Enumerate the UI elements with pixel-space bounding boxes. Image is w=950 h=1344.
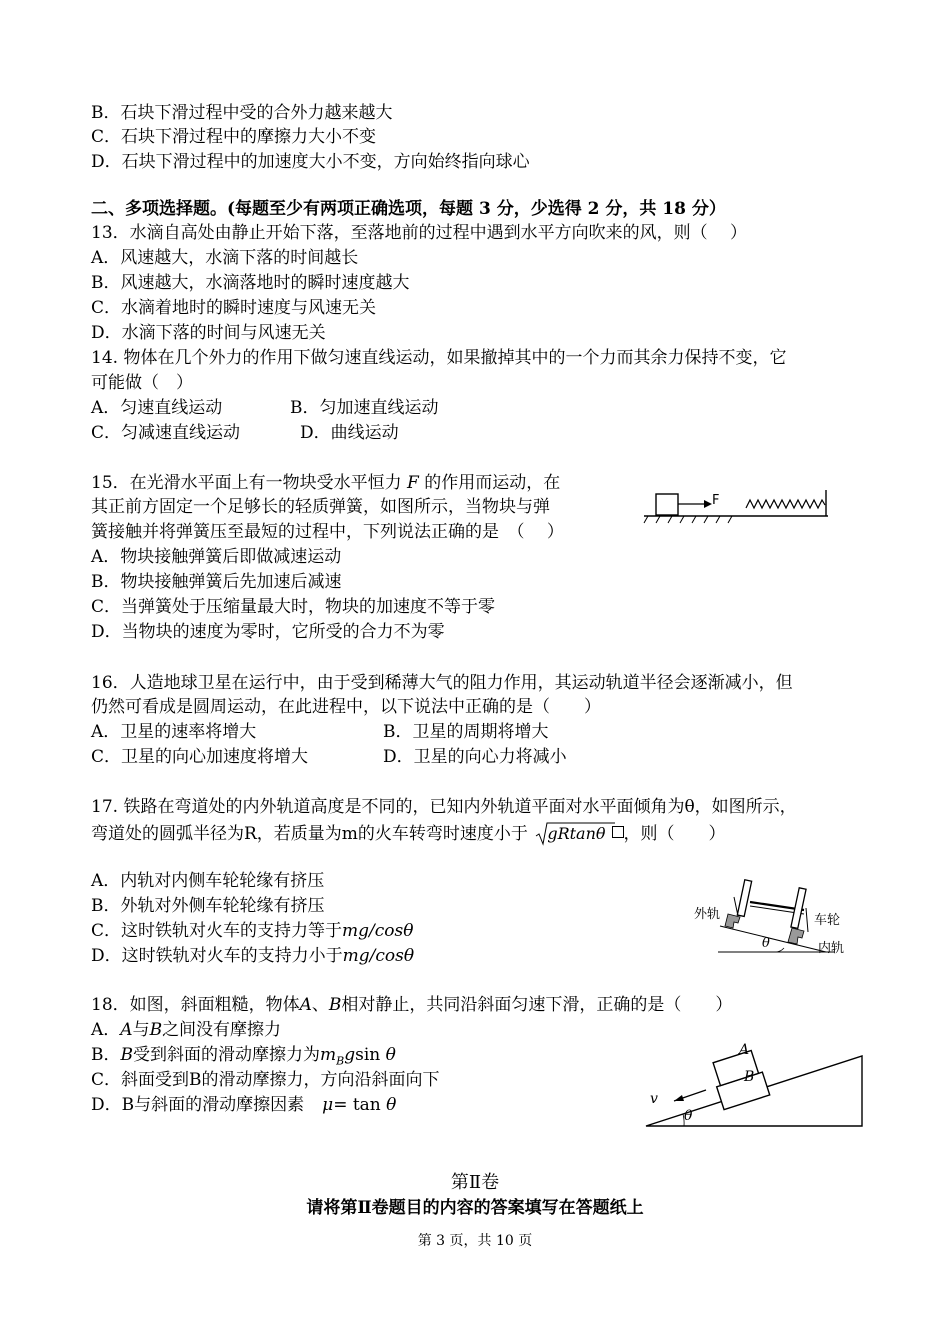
q15-stem-line2: 其正前方固定一个足够长的轻质弹簧，如图所示，当物块与弹 xyxy=(91,497,550,517)
q12-option-d: D．石块下滑过程中的加速度大小不变，方向始终指向球心 xyxy=(91,152,530,172)
q18-incline-figure xyxy=(640,1036,870,1130)
q17-option-a: A．内轨对内侧车轮轮缘有挤压 xyxy=(91,871,325,891)
q18-option-c: C．斜面受到B的滑动摩擦力，方向沿斜面向下 xyxy=(91,1070,440,1090)
q17-stem-line2 xyxy=(91,823,726,845)
q17-option-d-text: D．这时铁轨对火车的支持力小于 xyxy=(91,946,343,966)
q18-d-eq: = tan xyxy=(333,1095,381,1115)
q18-a-pre: A． xyxy=(91,1020,121,1040)
q18-b-mass: m xyxy=(320,1045,337,1065)
q18-b-mass-sub: B xyxy=(336,1054,345,1068)
q18-stem xyxy=(91,994,732,1016)
q18-b-sin: sin xyxy=(355,1045,381,1065)
q16-option-d: D．卫星的向心力将减小 xyxy=(383,747,567,767)
q16-stem-line2: 仍然可看成是圆周运动，在此进程中，以下说法中正确的是（ ） xyxy=(91,697,601,717)
q18-angle-label: θ xyxy=(684,1108,693,1124)
q15-stem-line3: 簧接触并将弹簧压至最短的过程中，下列说法正确的是 （ ） xyxy=(91,522,564,542)
q17-option-c-text: C．这时铁轨对火车的支持力等于 xyxy=(91,921,343,941)
q13-stem: 13．水滴自高处由静止开始下落，至落地前的过程中遇到水平方向吹来的风，则（ ） xyxy=(91,223,748,243)
q17-option-d xyxy=(91,945,414,967)
q18-stem-pre: 18．如图，斜面粗糙，物体 xyxy=(91,995,300,1015)
q14-option-d: D．曲线运动 xyxy=(300,423,399,443)
q18-b-pre: B． xyxy=(91,1045,121,1065)
q14-stem-line1: 14. 物体在几个外力的作用下做匀速直线运动，如果撤掉其中的一个力而其余力保持不变，它 xyxy=(91,348,787,368)
q18-d-text: D．B与斜面的滑动摩擦因素 xyxy=(91,1095,305,1115)
q16-option-c: C．卫星的向心加速度将增大 xyxy=(91,747,309,767)
radical-sign-icon xyxy=(535,819,615,847)
q17-outer-rail-label: 外轨 xyxy=(694,907,721,922)
q18-velocity-label: v xyxy=(650,1091,658,1107)
q13-option-c: C．水滴着地时的瞬时速度与风速无关 xyxy=(91,298,377,318)
q15-option-d: D．当物块的速度为零时，它所受的合力不为零 xyxy=(91,622,445,642)
q14-option-c: C．匀减速直线运动 xyxy=(91,423,241,443)
q18-b-var-b: B xyxy=(120,1045,133,1065)
part2-title: 第Ⅱ卷 xyxy=(450,1172,500,1193)
q15-spring-figure xyxy=(642,488,837,530)
q18-option-d xyxy=(91,1094,396,1116)
q18-a-var-b: B xyxy=(149,1020,163,1040)
q17-option-c xyxy=(91,920,413,942)
q18-stem-var-a: A xyxy=(299,995,312,1015)
q17-option-b: B．外轨对外侧车轮轮缘有挤压 xyxy=(91,896,325,916)
q18-b-theta: θ xyxy=(385,1045,396,1065)
page-footer: 第 3 页，共 10 页 xyxy=(417,1233,533,1249)
q17-sqrt-content: gRtanθ xyxy=(547,824,606,843)
q12-option-c: C．石块下滑过程中的摩擦力大小不变 xyxy=(91,127,377,147)
q18-a-var-a: A xyxy=(120,1020,133,1040)
q18-option-a xyxy=(91,1019,281,1041)
q18-block-a-label: A xyxy=(739,1042,750,1058)
q16-option-a: A．卫星的速率将增大 xyxy=(91,722,257,742)
q15-force-label: F xyxy=(712,493,720,508)
q17-rail-figure xyxy=(694,872,854,964)
q15-option-b: B．物块接触弹簧后先加速后减速 xyxy=(91,572,342,592)
q17-wheel-label: 车轮 xyxy=(814,913,841,928)
part2-instruction: 请将第Ⅱ卷题目的内容的答案填写在答题纸上 xyxy=(306,1198,644,1218)
q13-option-a: A．风速越大，水滴下落的时间越长 xyxy=(91,248,359,268)
q15-option-a: A．物块接触弹簧后即做减速运动 xyxy=(91,547,342,567)
q18-b-post: 受到斜面的滑动摩擦力为 xyxy=(133,1045,320,1065)
q15-stem-text-b: 的作用而运动，在 xyxy=(424,473,561,493)
q18-a-mid: 与 xyxy=(132,1020,150,1040)
q18-b-g: g xyxy=(344,1045,356,1065)
q17-inner-rail-label: 内轨 xyxy=(818,941,845,956)
q17-stem-line1: 17. 铁路在弯道处的内外轨道高度是不同的，已知内外轨道平面对水平面倾角为θ，如图所示， xyxy=(91,797,797,817)
q18-d-mu: μ xyxy=(322,1095,334,1115)
q17-option-d-formula: mg/cosθ xyxy=(342,946,415,966)
q18-stem-var-b: B xyxy=(328,995,342,1015)
q15-force-var: F xyxy=(407,473,419,493)
q17-stem-text-b: ，则（ ） xyxy=(623,824,726,844)
q18-a-post: 之间没有摩擦力 xyxy=(162,1020,282,1040)
q17-option-c-formula: mg/cosθ xyxy=(342,921,414,941)
q12-option-b: B．石块下滑过程中受的合外力越来越大 xyxy=(91,103,393,123)
q17-angle-label: θ xyxy=(762,936,770,951)
q18-stem-post: 相对静止，共同沿斜面匀速下滑，正确的是（ ） xyxy=(341,995,733,1015)
q18-block-b-label: B xyxy=(744,1069,755,1085)
q16-stem-line1: 16．人造地球卫星在运行中，由于受到稀薄大气的阻力作用，其运动轨道半径会逐渐减小，但 xyxy=(91,673,793,693)
q15-stem-text-a: 15．在光滑水平面上有一物块受水平恒力 xyxy=(91,473,402,493)
q15-stem-line1 xyxy=(91,472,560,494)
q13-option-b: B．风速越大，水滴落地时的瞬时速度越大 xyxy=(91,273,410,293)
q18-stem-mid: 、 xyxy=(311,995,329,1015)
q17-stem-text-a: 弯道处的圆弧半径为R，若质量为m的火车转弯时速度小于 xyxy=(91,824,528,844)
q13-option-d: D．水滴下落的时间与风速无关 xyxy=(91,323,326,343)
q16-option-b: B．卫星的周期将增大 xyxy=(383,722,549,742)
q14-stem-line2: 可能做（ ） xyxy=(91,373,193,393)
q15-option-c: C．当弹簧处于压缩量最大时，物块的加速度不等于零 xyxy=(91,597,496,617)
q14-option-b: B．匀加速直线运动 xyxy=(290,398,439,418)
q14-option-a: A．匀速直线运动 xyxy=(91,398,223,418)
section2-header: 二、多项选择题。(每题至少有两项正确选项，每题 3 分，少选得 2 分，共 18 分） xyxy=(91,199,726,219)
q18-d-theta: θ xyxy=(386,1095,397,1115)
q17-sqrt-expression xyxy=(535,823,607,845)
